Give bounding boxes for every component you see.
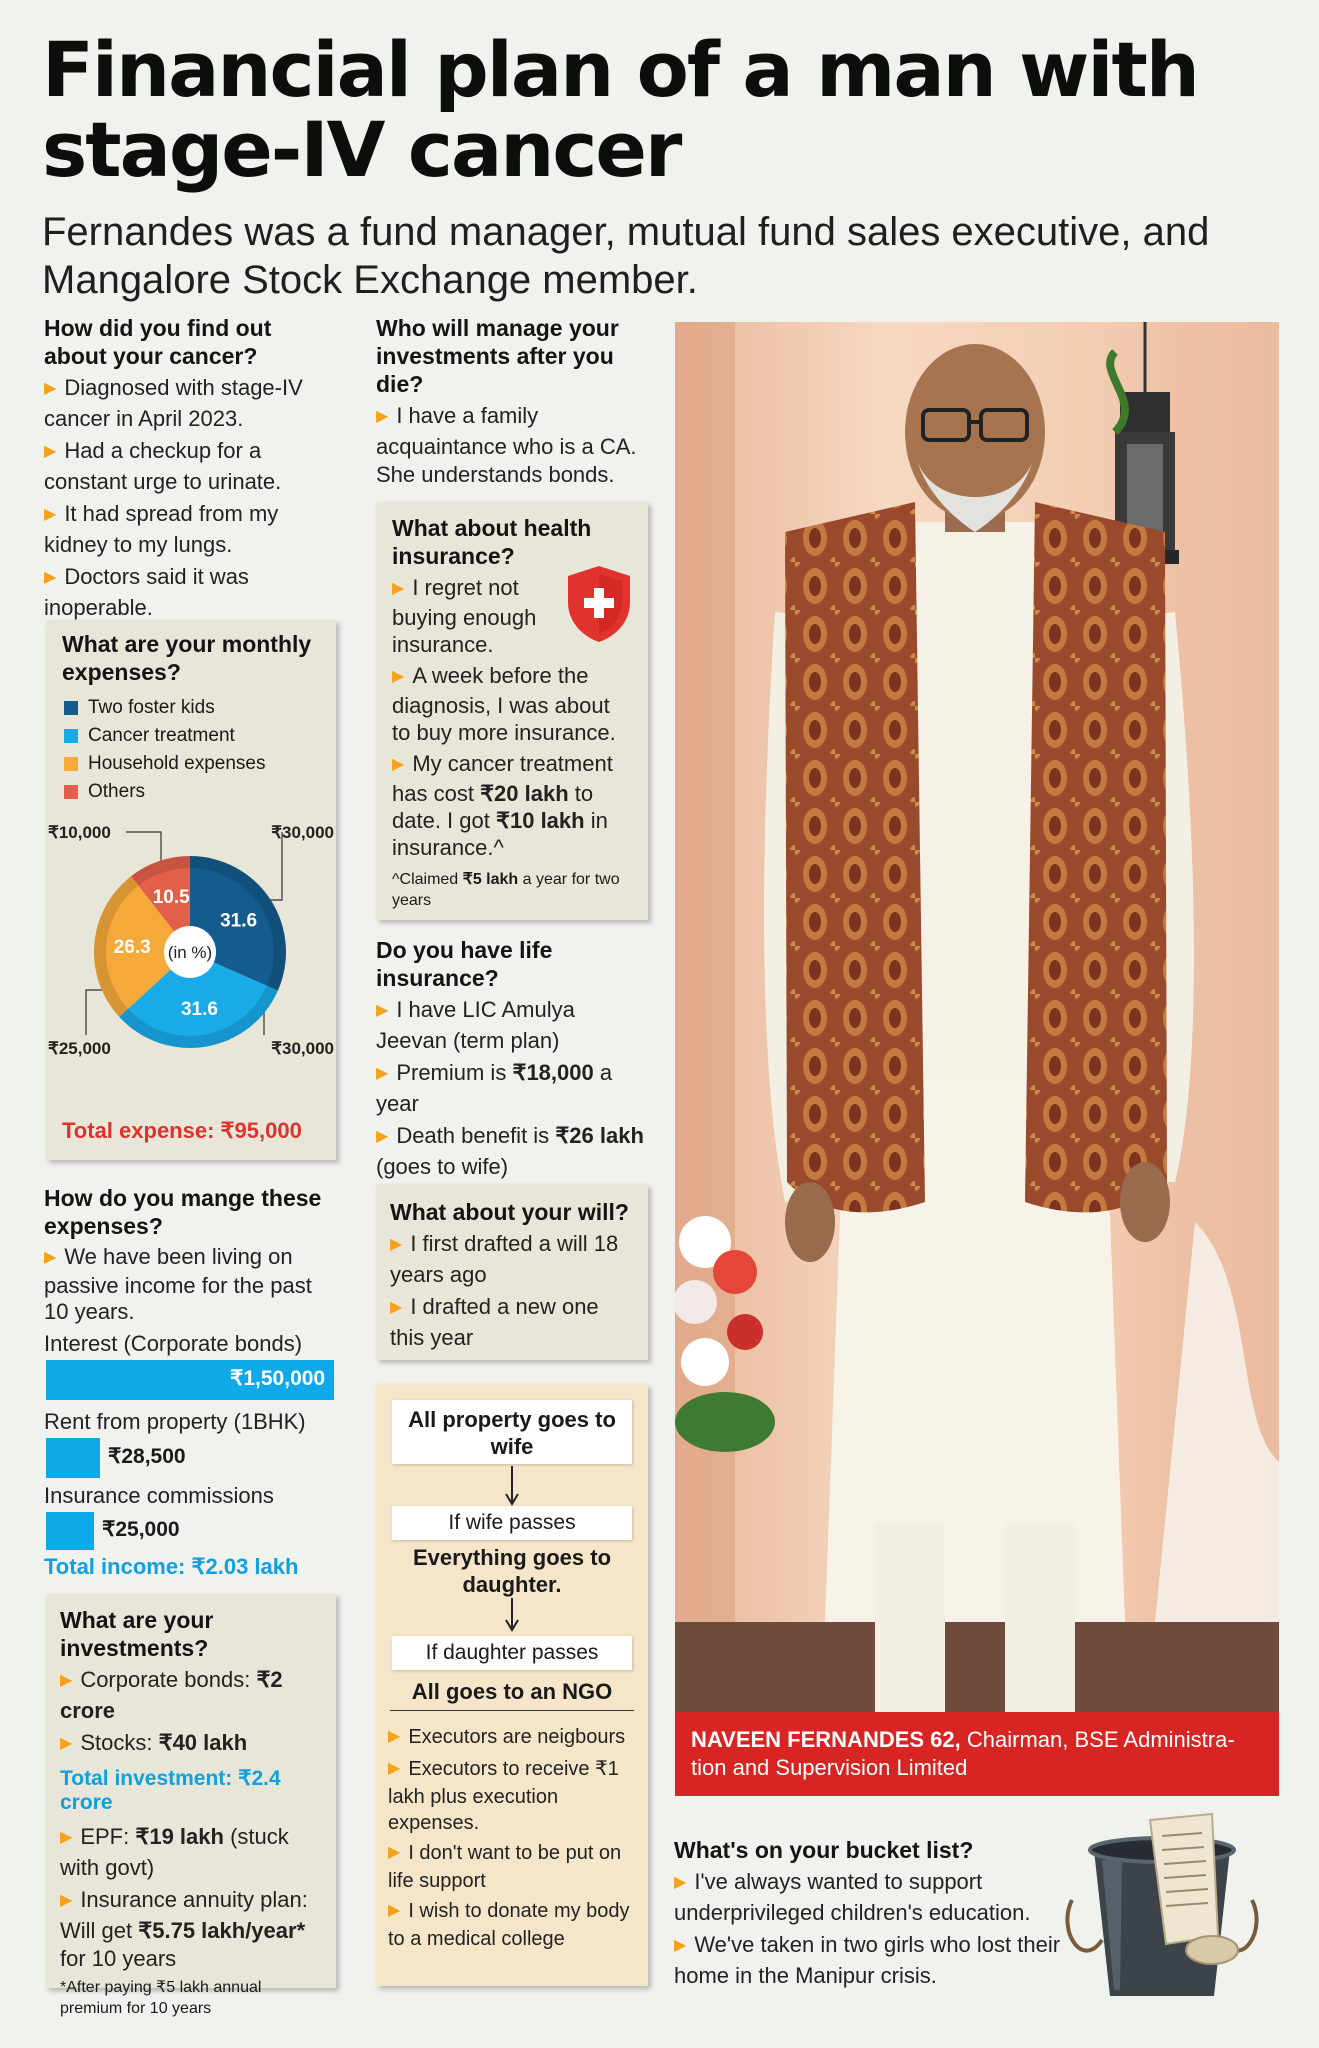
life-point bbox=[376, 1122, 648, 1181]
cross-horizontal bbox=[584, 598, 614, 608]
photo-caption bbox=[675, 1712, 1279, 1796]
will-flow-box bbox=[376, 1384, 648, 1986]
flow-condition-daughter: If daughter passes bbox=[392, 1636, 632, 1670]
health-text: in insurance.^ bbox=[392, 808, 608, 860]
health-box bbox=[376, 502, 648, 920]
legend-swatch bbox=[64, 785, 78, 799]
life-text: (goes to wife) bbox=[376, 1154, 509, 1179]
flow-points bbox=[388, 1720, 640, 1952]
manage-question: How do you mange these expenses? bbox=[44, 1185, 322, 1239]
amount-household: ₹25,000 bbox=[48, 1039, 111, 1058]
life-section bbox=[376, 936, 648, 1181]
investment-item bbox=[60, 1886, 322, 1973]
investment-item bbox=[60, 1666, 322, 1725]
flow-condition-wife: If wife passes bbox=[392, 1506, 632, 1540]
legend-swatch bbox=[64, 757, 78, 771]
legend-label: Two foster kids bbox=[88, 697, 215, 718]
note-text: a year for two years bbox=[392, 871, 620, 909]
find-out-point: ▶ It had spread from my kidney to my lungs. bbox=[44, 500, 334, 559]
manage-point: ▶ We have been living on passive income for the past 10 years. bbox=[44, 1244, 334, 1325]
flow-point: ▶ Executors to receive ₹1 lakh plus execution expenses. bbox=[388, 1756, 640, 1836]
caption-role: Chairman, BSE Administra-tion and Supervision Limited bbox=[691, 1727, 1235, 1780]
income-value: ₹28,500 bbox=[108, 1445, 186, 1468]
income-value: ₹25,000 bbox=[102, 1518, 180, 1541]
will-question: What about your will? bbox=[390, 1199, 629, 1225]
life-text: a year bbox=[376, 1060, 613, 1116]
investments-question: What are your investments? bbox=[60, 1607, 214, 1661]
pie-center-label: (in %) bbox=[167, 943, 213, 962]
manage-after-question: Who will manage your investments after you die? bbox=[376, 315, 619, 397]
find-out-section bbox=[44, 314, 334, 622]
find-out-point: ▶ Had a checkup for a constant urge to urinate. bbox=[44, 437, 334, 496]
flow-point: ▶ I wish to donate my body to a medical college bbox=[388, 1898, 640, 1952]
expenses-pie-chart bbox=[46, 810, 336, 1110]
investment-value: ₹40 lakh bbox=[158, 1730, 248, 1755]
life-value: ₹26 lakh bbox=[555, 1123, 644, 1148]
legend-item bbox=[64, 722, 265, 750]
manage-section bbox=[44, 1184, 334, 1325]
expenses-legend bbox=[64, 694, 265, 806]
flow-point: ▶ Executors are neigbours bbox=[388, 1724, 640, 1752]
shield-icon bbox=[562, 562, 636, 646]
health-value: ₹10 lakh bbox=[495, 808, 585, 833]
health-note bbox=[392, 869, 632, 911]
investment-text: Corporate bonds: bbox=[80, 1667, 251, 1692]
expenses-question: What are your monthly expenses? bbox=[62, 631, 312, 685]
legend-label: Cancer treatment bbox=[88, 725, 235, 746]
investment-text: for 10 years bbox=[60, 1946, 177, 1971]
legend-item bbox=[64, 694, 265, 722]
expense-total: Total expense: ₹95,000 bbox=[62, 1118, 302, 1143]
investment-total: Total investment: ₹2.4 crore bbox=[60, 1767, 281, 1814]
amount-cancer: ₹30,000 bbox=[271, 1039, 334, 1058]
manage-after-section bbox=[376, 314, 646, 489]
life-value: ₹18,000 bbox=[512, 1060, 594, 1085]
arrow-down-icon bbox=[502, 1466, 522, 1506]
bucket-point: ▶ We've taken in two girls who lost their home in the Manipur crisis. bbox=[674, 1931, 1074, 1990]
investment-text: EPF: bbox=[80, 1824, 130, 1849]
investment-value: ₹19 lakh bbox=[135, 1824, 224, 1849]
health-point bbox=[392, 750, 632, 861]
manage-after-point: ▶ I have a family acquaintance who is a CA. She understands bonds. bbox=[376, 402, 646, 489]
flow-box-wife: All property goes to wife bbox=[392, 1400, 632, 1464]
find-out-point: ▶ Diagnosed with stage-IV cancer in April 2023. bbox=[44, 374, 334, 433]
pie-value-label: 26.3 bbox=[113, 937, 151, 959]
legend-swatch bbox=[64, 701, 78, 715]
note-value: ₹5 lakh bbox=[462, 871, 519, 888]
investment-text: Insurance annuity plan: Will get bbox=[60, 1887, 308, 1943]
bucket-section bbox=[674, 1836, 1074, 1990]
investment-value: ₹2 crore bbox=[60, 1667, 283, 1723]
scroll-roll bbox=[1186, 1936, 1238, 1964]
leader-line bbox=[86, 990, 106, 1035]
amount-foster: ₹30,000 bbox=[271, 823, 334, 842]
legend-label: Others bbox=[88, 781, 146, 802]
flow-result-ngo: All goes to an NGO bbox=[411, 1679, 613, 1704]
income-bar bbox=[46, 1512, 94, 1550]
investment-item bbox=[60, 1823, 322, 1882]
health-point: ▶ I regret not buying enough insurance. bbox=[392, 574, 542, 658]
flow-result-daughter: Everything goes to daughter. bbox=[412, 1545, 612, 1597]
investment-item bbox=[60, 1729, 322, 1760]
will-box bbox=[376, 1184, 648, 1360]
amount-others: ₹10,000 bbox=[48, 823, 111, 842]
find-out-point: ▶ Doctors said it was inoperable. bbox=[44, 563, 334, 622]
will-point: ▶ I first drafted a will 18 years ago bbox=[390, 1230, 634, 1289]
health-value: ₹20 lakh bbox=[480, 781, 569, 806]
income-label: Interest (Corporate bonds) bbox=[44, 1331, 303, 1356]
portrait-photo bbox=[675, 322, 1279, 1796]
caption-name: NAVEEN FERNANDES 62, bbox=[691, 1727, 961, 1752]
bucket-icon bbox=[1062, 1800, 1262, 2000]
life-point bbox=[376, 1059, 648, 1118]
flow-divider bbox=[390, 1710, 634, 1711]
curtain-fold bbox=[675, 322, 735, 1796]
income-value: ₹1,50,000 bbox=[230, 1367, 326, 1390]
income-total: Total income: ₹2.03 lakh bbox=[44, 1554, 299, 1579]
legend-label: Household expenses bbox=[88, 753, 266, 774]
page-title: Financial plan of a man with stage-IV cancer bbox=[42, 25, 1198, 194]
bucket-question: What's on your bucket list? bbox=[674, 1837, 974, 1863]
expenses-box bbox=[46, 620, 336, 1160]
health-text: to date. I got bbox=[392, 781, 594, 833]
will-point: ▶ I drafted a new one this year bbox=[390, 1293, 634, 1352]
legend-swatch bbox=[64, 729, 78, 743]
investment-footnote: *After paying ₹5 lakh annual premium for 10 years bbox=[60, 1979, 262, 2017]
life-text: Premium is bbox=[396, 1060, 507, 1085]
life-question: Do you have life insurance? bbox=[376, 937, 553, 991]
pie-value-label: 31.6 bbox=[180, 999, 218, 1021]
income-bar bbox=[46, 1438, 100, 1478]
page-subtitle: Fernandes was a fund manager, mutual fund sales executive, and Mangalore Stock Exchange member. bbox=[42, 210, 1210, 302]
life-point: ▶ I have LIC Amulya Jeevan (term plan) bbox=[376, 996, 648, 1055]
pie-value-label: 31.6 bbox=[220, 910, 258, 932]
arrow-down-icon bbox=[502, 1598, 522, 1632]
pie-value-label: 10.5 bbox=[152, 887, 190, 909]
legend-item bbox=[64, 750, 265, 778]
investments-box bbox=[46, 1594, 336, 2017]
health-text: My cancer treatment has cost bbox=[392, 751, 613, 806]
life-text: Death benefit is bbox=[396, 1123, 550, 1148]
legend-item bbox=[64, 778, 265, 806]
note-text: ^Claimed bbox=[392, 871, 459, 888]
health-question: What about health insurance? bbox=[392, 515, 592, 569]
portrait-illustration bbox=[675, 322, 1279, 1796]
investment-value: ₹5.75 lakh/year* bbox=[138, 1918, 306, 1943]
find-out-question: How did you find out about your cancer? bbox=[44, 315, 272, 369]
bucket-point: ▶ I've always wanted to support underprivileged children's education. bbox=[674, 1868, 1074, 1927]
investment-text: (stuck with govt) bbox=[60, 1824, 289, 1880]
flow-point: ▶ I don't want to be put on life support bbox=[388, 1840, 640, 1894]
income-label: Insurance commissions bbox=[44, 1483, 274, 1508]
health-point: ▶ A week before the diagnosis, I was about to buy more insurance. bbox=[392, 662, 632, 746]
investment-text: Stocks: bbox=[80, 1730, 153, 1755]
income-label: Rent from property (1BHK) bbox=[44, 1409, 306, 1434]
bucket-handle bbox=[1067, 1900, 1102, 1951]
